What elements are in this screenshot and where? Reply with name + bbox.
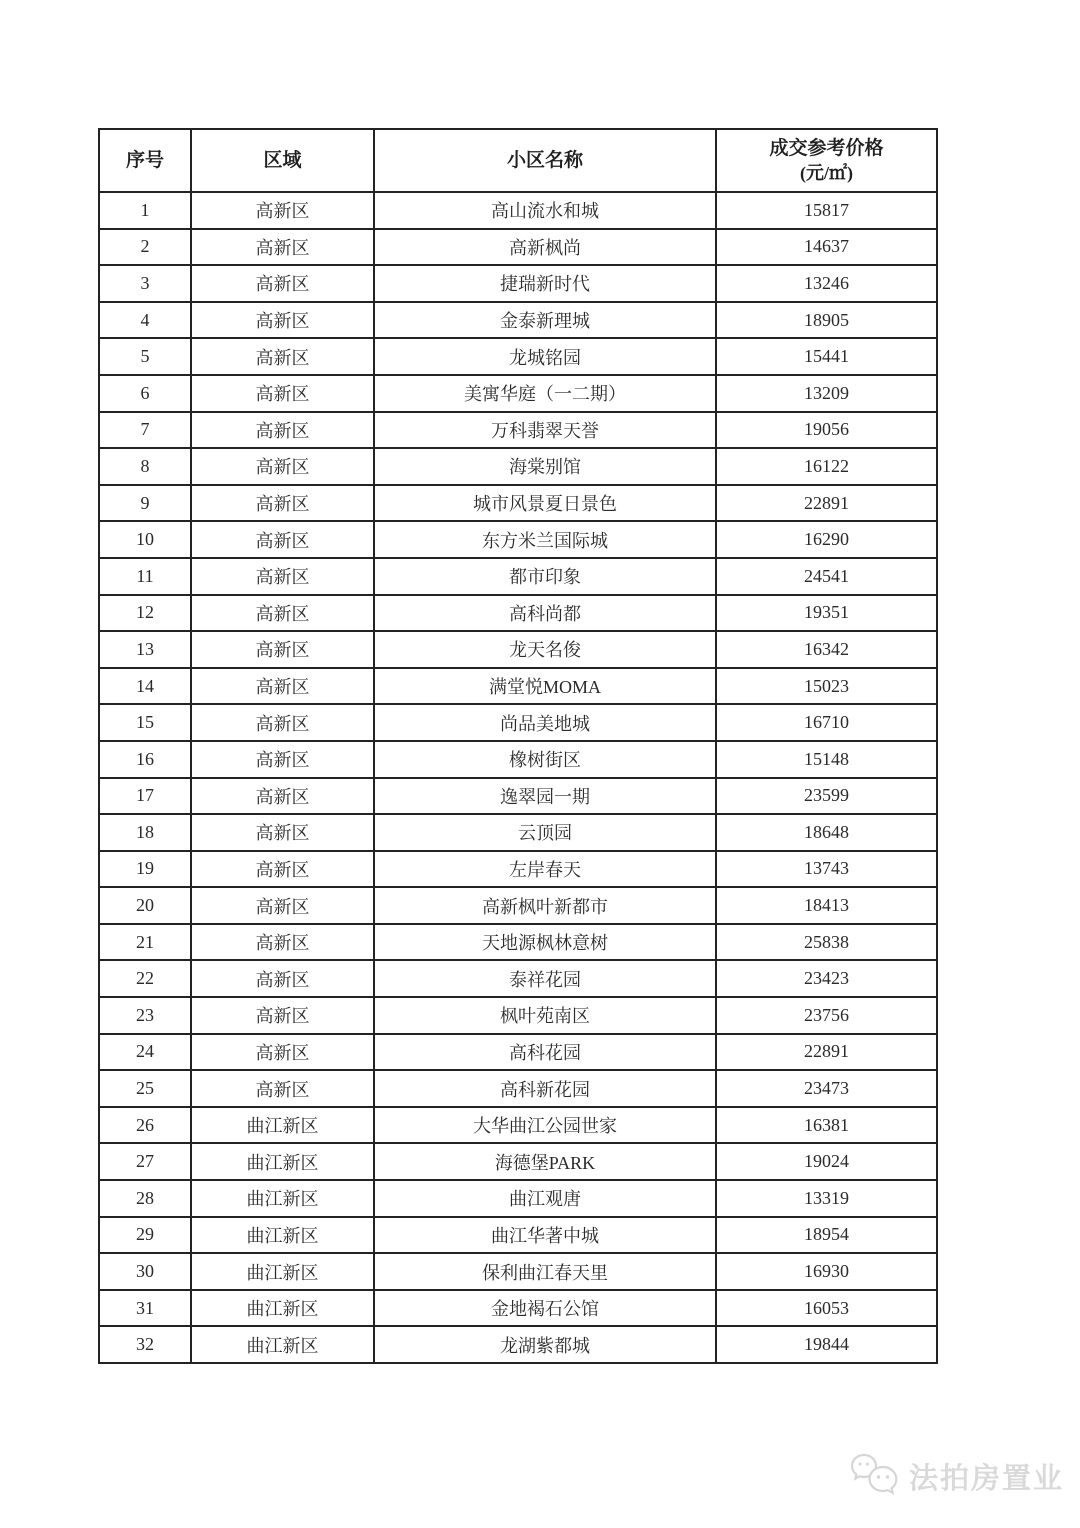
table-row bbox=[99, 851, 937, 888]
table-row bbox=[99, 668, 937, 705]
table-row bbox=[99, 704, 937, 741]
cell-index: 28 bbox=[99, 1180, 191, 1217]
cell-community: 满堂悦MOMA bbox=[374, 668, 716, 705]
cell-price: 16122 bbox=[716, 448, 937, 485]
table-row bbox=[99, 1217, 937, 1254]
cell-index: 24 bbox=[99, 1034, 191, 1071]
cell-district: 高新区 bbox=[191, 668, 374, 705]
cell-price: 18905 bbox=[716, 302, 937, 339]
cell-district: 曲江新区 bbox=[191, 1253, 374, 1290]
cell-price: 23423 bbox=[716, 960, 937, 997]
table-row bbox=[99, 1070, 937, 1107]
cell-district: 高新区 bbox=[191, 521, 374, 558]
table-row bbox=[99, 192, 937, 229]
watermark-text: 法拍房置业 bbox=[909, 1462, 1065, 1495]
col-header-district: 区域 bbox=[191, 129, 374, 192]
cell-community: 城市风景夏日景色 bbox=[374, 485, 716, 522]
cell-community: 金地褐石公馆 bbox=[374, 1290, 716, 1327]
cell-price: 16930 bbox=[716, 1253, 937, 1290]
cell-community: 高科尚都 bbox=[374, 595, 716, 632]
cell-district: 曲江新区 bbox=[191, 1326, 374, 1363]
cell-community: 高新枫尚 bbox=[374, 229, 716, 266]
cell-price: 18648 bbox=[716, 814, 937, 851]
cell-district: 曲江新区 bbox=[191, 1107, 374, 1144]
cell-index: 13 bbox=[99, 631, 191, 668]
cell-community: 曲江华著中城 bbox=[374, 1217, 716, 1254]
cell-index: 26 bbox=[99, 1107, 191, 1144]
cell-district: 高新区 bbox=[191, 485, 374, 522]
cell-district: 高新区 bbox=[191, 338, 374, 375]
table-row bbox=[99, 960, 937, 997]
cell-index: 30 bbox=[99, 1253, 191, 1290]
table-row bbox=[99, 1107, 937, 1144]
cell-price: 14637 bbox=[716, 229, 937, 266]
price-table bbox=[98, 128, 938, 1364]
cell-price: 16290 bbox=[716, 521, 937, 558]
cell-price: 16381 bbox=[716, 1107, 937, 1144]
cell-district: 曲江新区 bbox=[191, 1143, 374, 1180]
cell-index: 4 bbox=[99, 302, 191, 339]
cell-index: 12 bbox=[99, 595, 191, 632]
cell-district: 高新区 bbox=[191, 229, 374, 266]
cell-community: 云顶园 bbox=[374, 814, 716, 851]
table-row bbox=[99, 924, 937, 961]
cell-index: 22 bbox=[99, 960, 191, 997]
cell-index: 31 bbox=[99, 1290, 191, 1327]
cell-community: 高新枫叶新都市 bbox=[374, 887, 716, 924]
table-row bbox=[99, 558, 937, 595]
cell-index: 19 bbox=[99, 851, 191, 888]
cell-index: 14 bbox=[99, 668, 191, 705]
table-row bbox=[99, 521, 937, 558]
cell-community: 保利曲江春天里 bbox=[374, 1253, 716, 1290]
cell-price: 23473 bbox=[716, 1070, 937, 1107]
cell-district: 高新区 bbox=[191, 851, 374, 888]
cell-index: 25 bbox=[99, 1070, 191, 1107]
cell-district: 高新区 bbox=[191, 924, 374, 961]
table-row bbox=[99, 1253, 937, 1290]
cell-price: 19056 bbox=[716, 412, 937, 449]
cell-community: 美寓华庭（一二期） bbox=[374, 375, 716, 412]
cell-community: 龙城铭园 bbox=[374, 338, 716, 375]
cell-community: 海德堡PARK bbox=[374, 1143, 716, 1180]
table-row bbox=[99, 485, 937, 522]
cell-price: 25838 bbox=[716, 924, 937, 961]
col-header-price bbox=[716, 129, 937, 192]
cell-community: 龙湖紫都城 bbox=[374, 1326, 716, 1363]
cell-district: 高新区 bbox=[191, 741, 374, 778]
cell-price: 19351 bbox=[716, 595, 937, 632]
cell-district: 高新区 bbox=[191, 631, 374, 668]
table-row bbox=[99, 412, 937, 449]
cell-price: 15441 bbox=[716, 338, 937, 375]
cell-community: 高科新花园 bbox=[374, 1070, 716, 1107]
table-row bbox=[99, 814, 937, 851]
col-header-index: 序号 bbox=[99, 129, 191, 192]
cell-price: 22891 bbox=[716, 485, 937, 522]
cell-community: 海棠别馆 bbox=[374, 448, 716, 485]
cell-district: 高新区 bbox=[191, 558, 374, 595]
cell-community: 都市印象 bbox=[374, 558, 716, 595]
cell-price: 23756 bbox=[716, 997, 937, 1034]
cell-price: 22891 bbox=[716, 1034, 937, 1071]
cell-index: 17 bbox=[99, 778, 191, 815]
cell-index: 23 bbox=[99, 997, 191, 1034]
cell-index: 16 bbox=[99, 741, 191, 778]
cell-district: 高新区 bbox=[191, 814, 374, 851]
table-row bbox=[99, 338, 937, 375]
cell-index: 10 bbox=[99, 521, 191, 558]
col-header-price-unit: (元/㎡) bbox=[800, 163, 853, 184]
table-row bbox=[99, 229, 937, 266]
wechat-bubbles-icon bbox=[850, 1452, 902, 1500]
cell-district: 高新区 bbox=[191, 778, 374, 815]
table-row bbox=[99, 448, 937, 485]
cell-price: 13319 bbox=[716, 1180, 937, 1217]
table-row bbox=[99, 595, 937, 632]
cell-community: 东方米兰国际城 bbox=[374, 521, 716, 558]
cell-index: 27 bbox=[99, 1143, 191, 1180]
cell-community: 龙天名俊 bbox=[374, 631, 716, 668]
cell-index: 15 bbox=[99, 704, 191, 741]
cell-index: 3 bbox=[99, 265, 191, 302]
cell-community: 高科花园 bbox=[374, 1034, 716, 1071]
cell-price: 23599 bbox=[716, 778, 937, 815]
cell-district: 高新区 bbox=[191, 887, 374, 924]
cell-index: 9 bbox=[99, 485, 191, 522]
cell-district: 高新区 bbox=[191, 960, 374, 997]
cell-price: 13209 bbox=[716, 375, 937, 412]
table-row bbox=[99, 1034, 937, 1071]
cell-district: 高新区 bbox=[191, 302, 374, 339]
cell-district: 高新区 bbox=[191, 448, 374, 485]
table-row bbox=[99, 265, 937, 302]
cell-index: 8 bbox=[99, 448, 191, 485]
cell-community: 曲江观唐 bbox=[374, 1180, 716, 1217]
table-row bbox=[99, 741, 937, 778]
cell-district: 曲江新区 bbox=[191, 1180, 374, 1217]
table-row bbox=[99, 1326, 937, 1363]
cell-community: 左岸春天 bbox=[374, 851, 716, 888]
cell-index: 32 bbox=[99, 1326, 191, 1363]
cell-district: 高新区 bbox=[191, 1070, 374, 1107]
cell-index: 1 bbox=[99, 192, 191, 229]
cell-price: 13743 bbox=[716, 851, 937, 888]
cell-district: 高新区 bbox=[191, 704, 374, 741]
cell-price: 15148 bbox=[716, 741, 937, 778]
cell-index: 6 bbox=[99, 375, 191, 412]
cell-index: 5 bbox=[99, 338, 191, 375]
cell-price: 16342 bbox=[716, 631, 937, 668]
cell-index: 11 bbox=[99, 558, 191, 595]
cell-district: 曲江新区 bbox=[191, 1217, 374, 1254]
cell-district: 高新区 bbox=[191, 192, 374, 229]
cell-community: 捷瑞新时代 bbox=[374, 265, 716, 302]
col-header-community: 小区名称 bbox=[374, 129, 716, 192]
cell-district: 高新区 bbox=[191, 265, 374, 302]
cell-community: 大华曲江公园世家 bbox=[374, 1107, 716, 1144]
header-row bbox=[99, 129, 937, 192]
cell-index: 2 bbox=[99, 229, 191, 266]
cell-community: 天地源枫林意树 bbox=[374, 924, 716, 961]
cell-price: 16710 bbox=[716, 704, 937, 741]
cell-price: 15023 bbox=[716, 668, 937, 705]
cell-price: 13246 bbox=[716, 265, 937, 302]
table-row bbox=[99, 631, 937, 668]
cell-district: 高新区 bbox=[191, 997, 374, 1034]
cell-price: 19844 bbox=[716, 1326, 937, 1363]
cell-price: 15817 bbox=[716, 192, 937, 229]
cell-district: 高新区 bbox=[191, 412, 374, 449]
cell-index: 29 bbox=[99, 1217, 191, 1254]
table-row bbox=[99, 778, 937, 815]
cell-price: 24541 bbox=[716, 558, 937, 595]
cell-index: 21 bbox=[99, 924, 191, 961]
cell-community: 万科翡翠天誉 bbox=[374, 412, 716, 449]
table-row bbox=[99, 1180, 937, 1217]
cell-community: 泰祥花园 bbox=[374, 960, 716, 997]
cell-index: 18 bbox=[99, 814, 191, 851]
table-row bbox=[99, 1290, 937, 1327]
col-header-price-title: 成交参考价格 bbox=[769, 137, 884, 159]
cell-district: 高新区 bbox=[191, 595, 374, 632]
cell-district: 曲江新区 bbox=[191, 1290, 374, 1327]
cell-community: 橡树街区 bbox=[374, 741, 716, 778]
table-row bbox=[99, 997, 937, 1034]
cell-price: 16053 bbox=[716, 1290, 937, 1327]
cell-price: 19024 bbox=[716, 1143, 937, 1180]
cell-price: 18413 bbox=[716, 887, 937, 924]
cell-index: 7 bbox=[99, 412, 191, 449]
cell-district: 高新区 bbox=[191, 375, 374, 412]
table-row bbox=[99, 887, 937, 924]
watermark bbox=[850, 1448, 1064, 1504]
cell-community: 逸翠园一期 bbox=[374, 778, 716, 815]
cell-community: 金泰新理城 bbox=[374, 302, 716, 339]
table-row bbox=[99, 375, 937, 412]
cell-price: 18954 bbox=[716, 1217, 937, 1254]
cell-community: 尚品美地城 bbox=[374, 704, 716, 741]
cell-community: 高山流水和城 bbox=[374, 192, 716, 229]
cell-community: 枫叶苑南区 bbox=[374, 997, 716, 1034]
cell-district: 高新区 bbox=[191, 1034, 374, 1071]
table-row bbox=[99, 302, 937, 339]
cell-index: 20 bbox=[99, 887, 191, 924]
table-row bbox=[99, 1143, 937, 1180]
